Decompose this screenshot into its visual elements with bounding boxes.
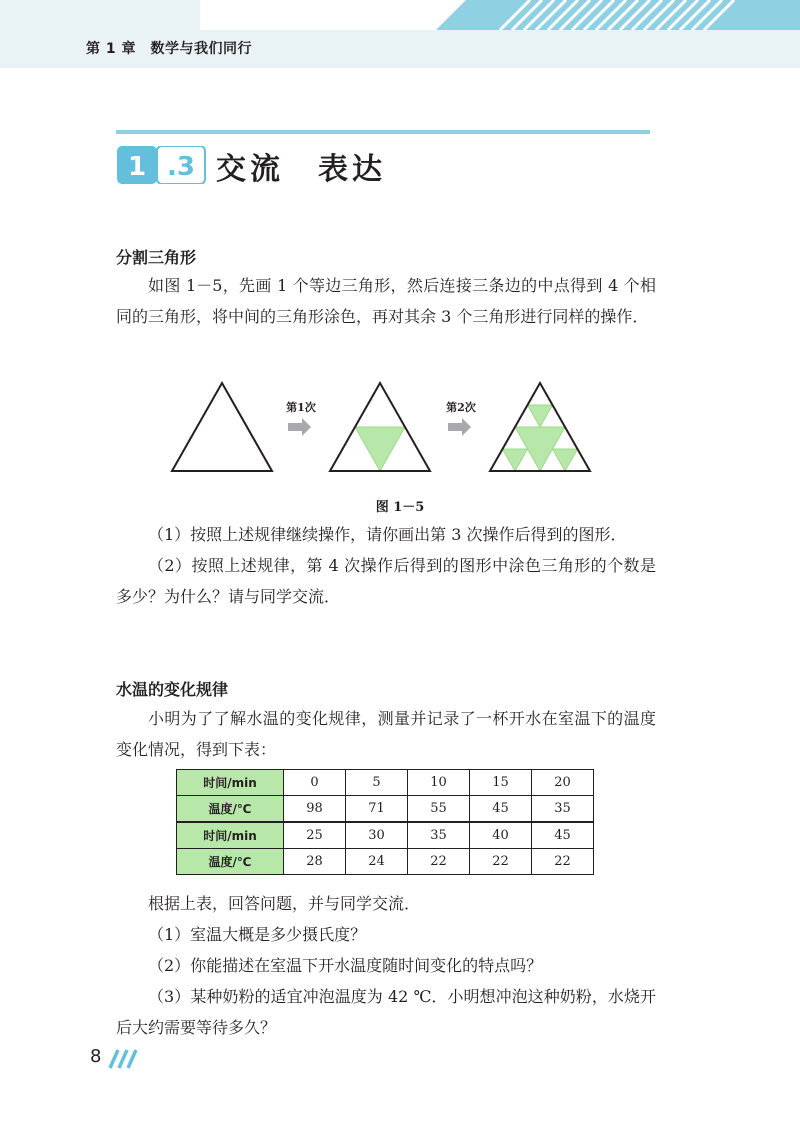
table-header-cell: 时间/min — [177, 822, 284, 849]
step2-label: 第2次 — [446, 401, 476, 414]
shaded-triangle — [528, 405, 553, 427]
table-cell: 22 — [532, 849, 594, 875]
part2-question-1: （1）室温大概是多少摄氏度？ — [148, 925, 367, 944]
table-cell: 71 — [346, 796, 408, 823]
badge-major: 1 — [127, 152, 147, 182]
chapter-label: 第 1 章 数学与我们同行 — [86, 41, 252, 57]
table-cell: 30 — [346, 822, 408, 849]
table-cell: 0 — [284, 770, 346, 796]
table-cell: 35 — [408, 822, 470, 849]
part2-intro — [116, 703, 656, 765]
table-cell: 28 — [284, 849, 346, 875]
part1-question-1: （1）按照上述规律继续操作，请你画出第 3 次操作后得到的图形． — [148, 525, 627, 544]
figure-caption: 图 1－5 — [375, 500, 425, 515]
table-cell: 45 — [532, 822, 594, 849]
shaded-triangle — [553, 449, 578, 471]
section-badge — [117, 146, 207, 184]
table-header-cell: 时间/min — [177, 770, 284, 796]
table-row — [177, 849, 594, 875]
table-header-cell: 温度/℃ — [177, 796, 284, 823]
table-row — [177, 770, 594, 796]
table-cell: 5 — [346, 770, 408, 796]
table-header-cell: 温度/℃ — [177, 849, 284, 875]
table-cell: 15 — [470, 770, 532, 796]
part1-intro — [116, 270, 656, 332]
step2-arrow — [448, 418, 471, 436]
heading-divide-triangle: 分割三角形 — [116, 248, 197, 267]
shaded-triangle — [503, 449, 528, 471]
part2-questions — [116, 888, 656, 1043]
table-row — [177, 796, 594, 823]
section-title: 交流 表达 — [216, 152, 386, 187]
temperature-table — [176, 769, 594, 875]
table-cell: 35 — [532, 796, 594, 823]
table-cell: 22 — [408, 849, 470, 875]
table-cell: 55 — [408, 796, 470, 823]
table-cell: 24 — [346, 849, 408, 875]
table-cell: 20 — [532, 770, 594, 796]
table-cell: 10 — [408, 770, 470, 796]
page-number: 8 — [90, 1046, 102, 1067]
table-cell: 45 — [470, 796, 532, 823]
triangle-figure — [164, 376, 614, 476]
triangle-stage-0 — [172, 383, 272, 471]
part1-question-2: （2）按照上述规律，第 4 次操作后得到的图形中涂色三角形的个数是多少？为什么？请与同学交流． — [116, 556, 656, 606]
page-slashes — [108, 1048, 140, 1070]
part2-question-3: （3）某种奶粉的适宜冲泡温度为 42 ℃．小明想冲泡这种奶粉，水烧开后大约需要等待多久？ — [116, 987, 656, 1037]
part1-questions — [116, 519, 656, 612]
heading-water-temperature: 水温的变化规律 — [116, 680, 229, 699]
part2-intro-text: 小明为了了解水温的变化规律，测量并记录了一杯开水在室温下的温度变化情况，得到下表： — [116, 709, 656, 759]
table-cell: 40 — [470, 822, 532, 849]
header-stripes — [200, 0, 800, 30]
table-row — [177, 822, 594, 849]
step1-label: 第1次 — [286, 401, 316, 414]
part2-prompt: 根据上表，回答问题，并与同学交流． — [148, 894, 421, 913]
table-cell: 22 — [470, 849, 532, 875]
section-rule — [116, 130, 650, 134]
badge-minor: .3 — [167, 152, 195, 182]
part2-question-2: （2）你能描述在室温下开水温度随时间变化的特点吗？ — [148, 956, 543, 975]
part1-intro-text: 如图 1－5，先画 1 个等边三角形，然后连接三条边的中点得到 4 个相同的三角形，将中间的三角形涂色，再对其余 3 个三角形进行同样的操作． — [116, 276, 656, 326]
table-cell: 25 — [284, 822, 346, 849]
step1-arrow — [288, 418, 311, 436]
shaded-triangle — [355, 427, 405, 471]
table-cell: 98 — [284, 796, 346, 823]
